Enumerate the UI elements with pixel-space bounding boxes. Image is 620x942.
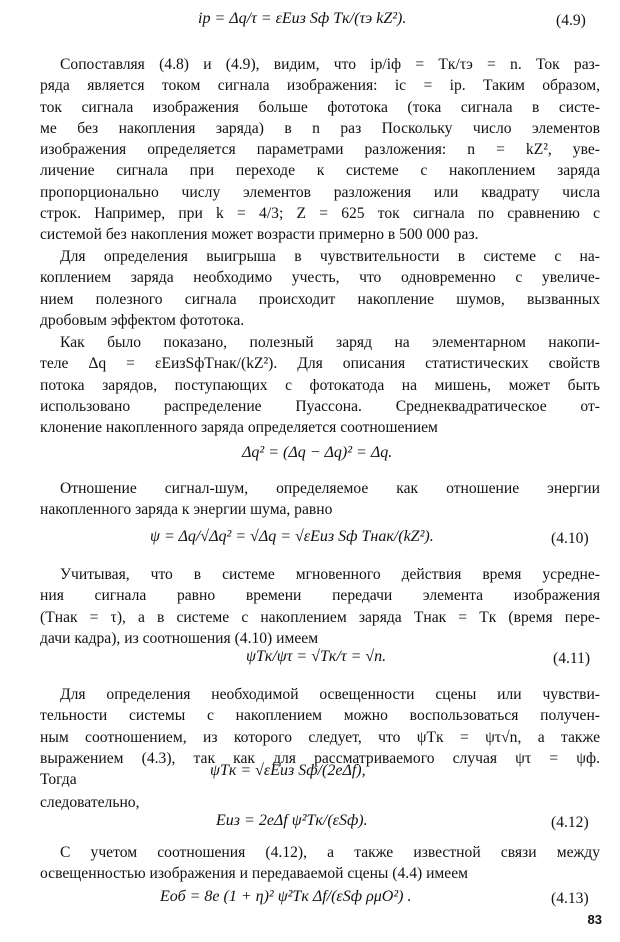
equation-text: iр = Δq/τ = εEиз Sф Tк/(τэ kZ²). [198, 10, 407, 27]
text-line: коплением заряда необходимо учесть, что одновременно с увеличе- [40, 269, 600, 287]
equation-4-12 [216, 812, 368, 830]
text-line: ток сигнала изображения больше фототока (тока сигнала в систе- [40, 98, 600, 116]
text-line: освещенностью изображения и передаваемой сцены (4.4) имеем [40, 865, 469, 883]
equation-text: Eоб = 8e (1 + η)² ψ²Tк Δf/(εSф ρμO²) . [160, 888, 412, 905]
text-line: ме без накопления заряда) в n раз Поскольку число элементов [40, 119, 600, 137]
equation-number: (4.12) [551, 814, 589, 831]
text-line: ным соотношением, из которого следует, что ψTк = ψτ√n, а также [40, 728, 600, 746]
paragraph-useful-charge [40, 332, 600, 438]
page-number: 83 [587, 912, 602, 927]
equation-4-11 [246, 648, 386, 666]
equation-noise [242, 444, 392, 462]
equation-number: (4.10) [551, 530, 589, 547]
text-line: Для определения необходимой освещенности сцены или чувстви- [60, 686, 600, 703]
text-line: пропорционально числу элементов разложения или квадрату числа [40, 183, 600, 201]
paragraph-snr [40, 478, 600, 521]
paragraph-sensitivity-gain [40, 246, 600, 331]
text-line: накопленного заряда к энергии шума, равно [40, 501, 333, 519]
text-line: ния сигнала равно времени передачи элемента изображения [40, 587, 600, 605]
text-line: системой без накопления может возрасти примерно в 500 000 раз. [40, 226, 479, 244]
text-line: теле Δq = εEизSфTнак/(kZ²). Для описания статистических свойств [40, 355, 600, 373]
paragraph-with-account [40, 842, 600, 885]
equation-text: Eиз = 2eΔf ψ²Tк/(εSф). [216, 812, 368, 829]
text-line: следовательно, [40, 794, 140, 811]
text-line: Тогда [40, 771, 77, 789]
equation-number: (4.9) [556, 12, 586, 29]
text-line: выражением (4.3), так как для рассматриваемого случая ψτ = ψф. [40, 749, 600, 767]
equation-4-9 [198, 10, 406, 28]
equation-text: Δq² = (Δq − Δq)² = Δq. [242, 444, 393, 461]
text-line: (Tнак = τ), а в системе с накоплением заряда Tнак = Tк (время пере- [40, 608, 600, 626]
equation-text: ψTк/ψτ = √Tк/τ = √n. [246, 648, 387, 665]
text-line: ряда является током сигнала изображения: iс = iр. Таким образом, [40, 77, 600, 95]
paragraph-comparison [40, 54, 600, 246]
text-line: дробовым эффектом фототока. [40, 311, 245, 329]
paragraph-instant-action [40, 564, 600, 649]
text-line: Как было показано, полезный заряд на элементарном накопи- [60, 334, 600, 351]
text-line: нием полезного сигнала происходит накопление шумов, вызванных [40, 290, 600, 308]
equation-number: (4.11) [553, 650, 591, 667]
text-line: Для определения выигрыша в чувствительности в системе с на- [60, 248, 600, 265]
text-line: потока зарядов, поступающих с фотокатода на мишень, может быть [40, 376, 600, 394]
text-line: дачи кадра), из соотношения (4.10) имеем [40, 629, 319, 647]
text-line: использовано распределение Пуассона. Среднеквадратическое от- [40, 397, 600, 415]
text-line: Учитывая, что в системе мгновенного действия время усредне- [60, 566, 600, 583]
equation-text: ψTк = √εEиз Sф/(2eΔf), [210, 762, 366, 779]
text-line: Сопоставляя (4.8) и (4.9), видим, что iр/iф = Tк/τэ = n. Ток раз- [60, 56, 600, 73]
equation-4-13 [160, 888, 411, 906]
text-line: личение сигнала при переходе к системе с накоплением заряда [40, 162, 600, 180]
equation-psi [210, 762, 366, 780]
text-line: Отношение сигнал-шум, определяемое как отношение энергии [60, 480, 600, 497]
text-line: изображения определяется параметрами разложения: n = kZ², уве- [40, 141, 600, 159]
text-line: С учетом соотношения (4.12), а также известной связи между [60, 844, 600, 861]
text-line: тельности системы с накоплением можно воспользоваться получен- [40, 707, 600, 725]
equation-4-10 [150, 528, 434, 546]
equation-text: ψ = Δq/√Δq² = √Δq = √εEиз Sф Tнак/(kZ²). [150, 528, 434, 545]
equation-number: (4.13) [551, 890, 589, 907]
paragraph-consequently [40, 792, 600, 813]
text-line: строк. Например, при k = 4/3; Z = 625 ток сигнала по сравнению с [40, 205, 600, 223]
text-line: клонение накопленного заряда определяется соотношением [40, 419, 438, 437]
